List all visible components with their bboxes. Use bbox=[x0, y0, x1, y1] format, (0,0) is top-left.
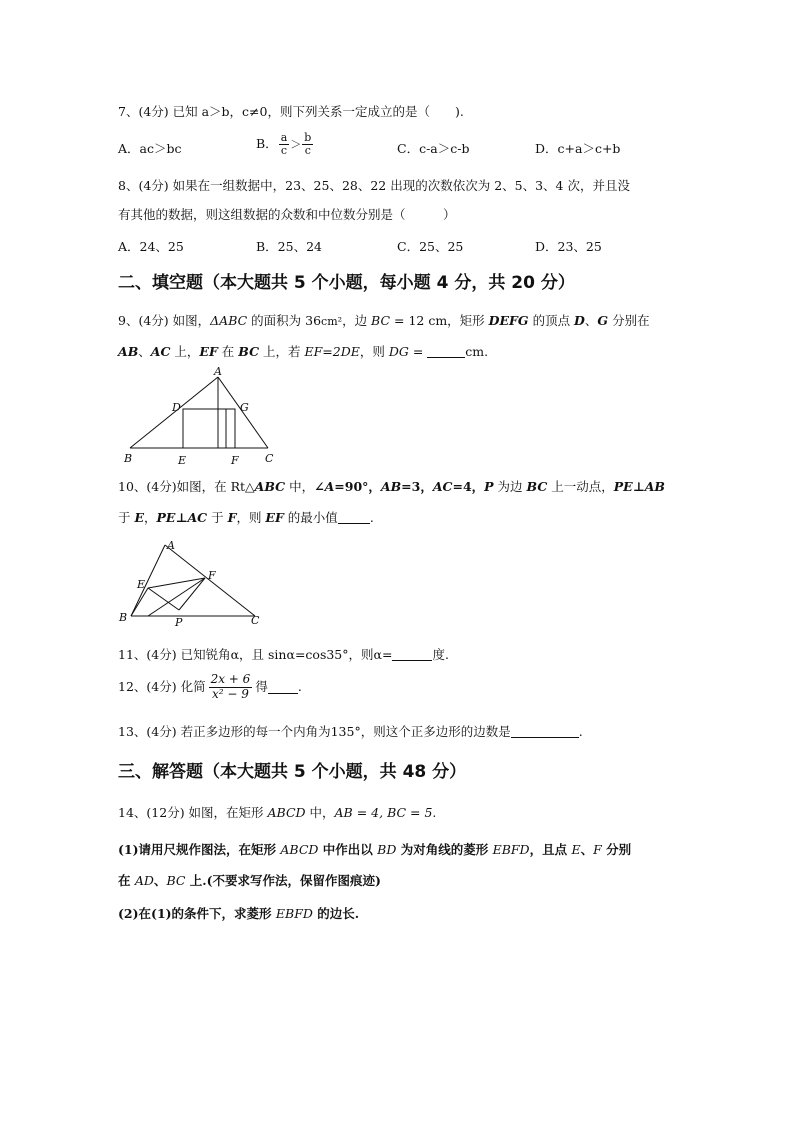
q14-line3 bbox=[118, 875, 381, 888]
q10-text: 中， bbox=[285, 479, 315, 494]
q9-figure bbox=[118, 365, 288, 470]
q14-text: 、 bbox=[580, 842, 594, 857]
q9-math: DG bbox=[388, 344, 409, 359]
q10-math: EF bbox=[265, 510, 284, 525]
q14-math: ABCD bbox=[280, 842, 319, 857]
q10-math: ∠A bbox=[314, 479, 335, 494]
q9-text: 上， bbox=[170, 344, 200, 359]
segment-ef bbox=[148, 578, 205, 588]
q12-text: 12、(4分) 化简 bbox=[118, 678, 206, 694]
label-c: C bbox=[251, 614, 260, 627]
q11-math: α bbox=[373, 647, 382, 662]
q10-math: F bbox=[227, 510, 237, 525]
q11-text: =cos35°，则 bbox=[294, 647, 374, 662]
label-a: A bbox=[167, 539, 175, 552]
q14-text: 在 bbox=[118, 873, 135, 888]
label-e: E bbox=[137, 578, 146, 591]
segment-eb-part bbox=[131, 588, 148, 616]
q14-text: 分别 bbox=[601, 842, 632, 857]
q10-math: AC bbox=[432, 479, 453, 494]
q9-text: 上，若 bbox=[259, 344, 305, 359]
q14-math: BC bbox=[166, 873, 186, 888]
q8-option-c: C．25、25 bbox=[397, 239, 464, 254]
q9-text: 的顶点 bbox=[528, 313, 575, 328]
rectangle-defg bbox=[183, 409, 235, 448]
q13-text: . bbox=[578, 724, 583, 739]
q14-text: 14、(12分) 如图，在矩形 bbox=[118, 805, 268, 820]
q9-text: = 12 cm，矩形 bbox=[390, 313, 489, 328]
answer-blank bbox=[392, 648, 432, 661]
answer-blank bbox=[268, 681, 298, 694]
q9-text: ，边 bbox=[342, 313, 372, 328]
label-f: F bbox=[231, 454, 239, 467]
q8-line2: 有其他的数据，则这组数据的众数和中位数分别是（ ） bbox=[118, 207, 456, 222]
label-a: A bbox=[214, 365, 222, 378]
q7-option-c: C．c-a＞c-b bbox=[397, 141, 470, 156]
q14-text: 的边长. bbox=[312, 906, 360, 921]
answer-blank bbox=[511, 725, 579, 738]
q11-text: = bbox=[381, 647, 393, 662]
q9-text: 、 bbox=[138, 344, 151, 359]
q7-frac-a-over-c bbox=[279, 132, 290, 157]
q10-text: . bbox=[369, 510, 374, 525]
q14-math: ABCD bbox=[267, 805, 306, 820]
q10-math: BC bbox=[526, 479, 548, 494]
q8-option-a: A．24、25 bbox=[118, 239, 184, 254]
q7-text: 7、(4分) 已知 a＞b，c≠0，则下列关系一定成立的是（ ). bbox=[118, 104, 464, 119]
segment-pf bbox=[179, 578, 205, 610]
q14-math: BD bbox=[377, 842, 397, 857]
q9-math: AB bbox=[118, 344, 139, 359]
q9-line1 bbox=[118, 315, 650, 328]
q9-math: G bbox=[597, 313, 609, 328]
q10-line1 bbox=[118, 481, 665, 494]
q10-text: =4， bbox=[452, 479, 485, 494]
q9-text: 在 bbox=[217, 344, 239, 359]
q11-math: α bbox=[286, 647, 295, 662]
q10-math: AB bbox=[380, 479, 402, 494]
frac-denominator: x² − 9 bbox=[212, 686, 249, 701]
q9-math: D bbox=[574, 313, 585, 328]
section-2-heading: 二、填空题（本大题共 5 个小题，每小题 4 分，共 20 分） bbox=[118, 273, 575, 293]
answer-blank bbox=[338, 511, 370, 524]
frac-numerator: 2x + 6 bbox=[210, 672, 251, 687]
q14-math: F bbox=[593, 842, 602, 857]
section-3-heading: 三、解答题（本大题共 5 个小题，共 48 分） bbox=[118, 762, 467, 782]
q14-math: AB = 4, BC = 5 bbox=[334, 805, 433, 820]
q9-text: 、 bbox=[584, 313, 598, 328]
q9-text: ，则 bbox=[359, 344, 389, 359]
q10-text: ， bbox=[144, 510, 157, 525]
label-f: F bbox=[208, 569, 216, 582]
answer-blank bbox=[427, 345, 465, 358]
q14-text: 中， bbox=[305, 805, 335, 820]
q7-gt-sign: ＞ bbox=[290, 138, 302, 152]
q9-math: AC bbox=[150, 344, 171, 359]
label-b: B bbox=[124, 452, 133, 465]
q9-text: 分别在 bbox=[608, 313, 650, 328]
q9-math: EF=2DE bbox=[304, 344, 360, 359]
q10-text: 上一动点， bbox=[547, 479, 614, 494]
q13-line bbox=[118, 725, 583, 739]
q13-text: 13、(4分) 若正多边形的每一个内角为 bbox=[118, 724, 331, 739]
q9-text: 的面积为 36 bbox=[247, 313, 322, 328]
q14-text: ，且点 bbox=[529, 842, 572, 857]
q7-option-b bbox=[256, 132, 314, 157]
q10-text: 为边 bbox=[493, 479, 527, 494]
q14-text: 中作出以 bbox=[318, 842, 378, 857]
q8-option-b: B．25、24 bbox=[256, 239, 322, 254]
q11-line bbox=[118, 648, 449, 662]
q9-math: ΔABC bbox=[210, 313, 248, 328]
q10-math: PE⊥AB bbox=[613, 479, 665, 494]
q13-math: 135° bbox=[330, 724, 361, 739]
label-b: B bbox=[119, 611, 128, 624]
q10-math: PE⊥AC bbox=[156, 510, 208, 525]
q14-text: 上.(不要求写作法，保留作图痕迹) bbox=[185, 873, 381, 888]
q7-frac-b-over-c bbox=[302, 132, 313, 157]
q14-text: 、 bbox=[153, 873, 167, 888]
q14-text: 为对角线的菱形 bbox=[396, 842, 493, 857]
q12-text: 得 bbox=[255, 678, 268, 694]
q11-text: 11、(4分) 已知锐角 bbox=[118, 647, 231, 662]
q14-line2 bbox=[118, 844, 631, 857]
q9-text: = bbox=[408, 344, 428, 359]
q10-math: E bbox=[134, 510, 145, 525]
q12-line bbox=[118, 670, 302, 704]
q10-text: =3， bbox=[401, 479, 433, 494]
q14-math: EBFD bbox=[492, 842, 530, 857]
q12-fraction bbox=[209, 673, 253, 700]
q10-text: 于 bbox=[207, 510, 228, 525]
q10-math: ABC bbox=[254, 479, 286, 494]
q10-text: 于 bbox=[118, 510, 135, 525]
q7-option-a: A．ac＞bc bbox=[118, 141, 182, 156]
q11-text: 度. bbox=[432, 647, 449, 662]
q10-text: 的最小值 bbox=[283, 510, 338, 525]
q9-text: cm. bbox=[465, 344, 489, 359]
q14-text: (2)在(1)的条件下，求菱形 bbox=[118, 906, 276, 921]
q7-option-d: D．c+a＞c+b bbox=[535, 141, 621, 156]
q14-math: AD bbox=[134, 873, 154, 888]
q10-text: ，则 bbox=[236, 510, 266, 525]
label-d: D bbox=[172, 401, 181, 414]
q7-option-b-prefix: B． bbox=[256, 136, 278, 152]
frac-denominator: c bbox=[304, 144, 311, 158]
q10-text: △ bbox=[245, 479, 255, 494]
q10-text: 10、(4分)如图，在 Rt bbox=[118, 479, 246, 494]
label-p: P bbox=[175, 616, 183, 629]
q10-figure bbox=[115, 532, 275, 632]
q10-line2 bbox=[118, 511, 374, 525]
q9-line2 bbox=[118, 345, 488, 359]
q9-math: BC bbox=[371, 313, 391, 328]
q9-math: EF bbox=[199, 344, 218, 359]
q14-line4 bbox=[118, 908, 359, 921]
q14-line1 bbox=[118, 807, 436, 820]
q8-line1: 8、(4分) 如果在一组数据中，23、25、28、22 出现的次数依次为 2、5、3、4 次，并且没 bbox=[118, 178, 630, 193]
q14-text: . bbox=[432, 805, 437, 820]
q8-option-d: D．23、25 bbox=[535, 239, 602, 254]
q11-text: ，且 sin bbox=[239, 647, 287, 662]
label-c: C bbox=[265, 452, 274, 465]
q14-math: E bbox=[571, 842, 581, 857]
frac-denominator: c bbox=[280, 144, 288, 158]
q9-text: 9、(4分) 如图， bbox=[118, 313, 211, 328]
q9-math: DEFG bbox=[488, 313, 529, 328]
q10-math: P bbox=[484, 479, 494, 494]
q14-text: (1)请用尺规作图法，在矩形 bbox=[118, 842, 281, 857]
segment-fb bbox=[148, 578, 205, 616]
frac-numerator: b bbox=[304, 131, 312, 144]
q10-text: =90°， bbox=[334, 479, 381, 494]
q9-math: BC bbox=[238, 344, 260, 359]
q12-text: . bbox=[297, 678, 302, 694]
label-g: G bbox=[240, 401, 249, 414]
q9-unit: cm² bbox=[321, 315, 343, 328]
q14-math: EBFD bbox=[275, 906, 313, 921]
label-e: E bbox=[178, 454, 187, 467]
q13-text: ，则这个正多边形的边数是 bbox=[360, 724, 511, 739]
q11-math: α bbox=[230, 647, 240, 662]
frac-numerator: a bbox=[280, 131, 288, 144]
